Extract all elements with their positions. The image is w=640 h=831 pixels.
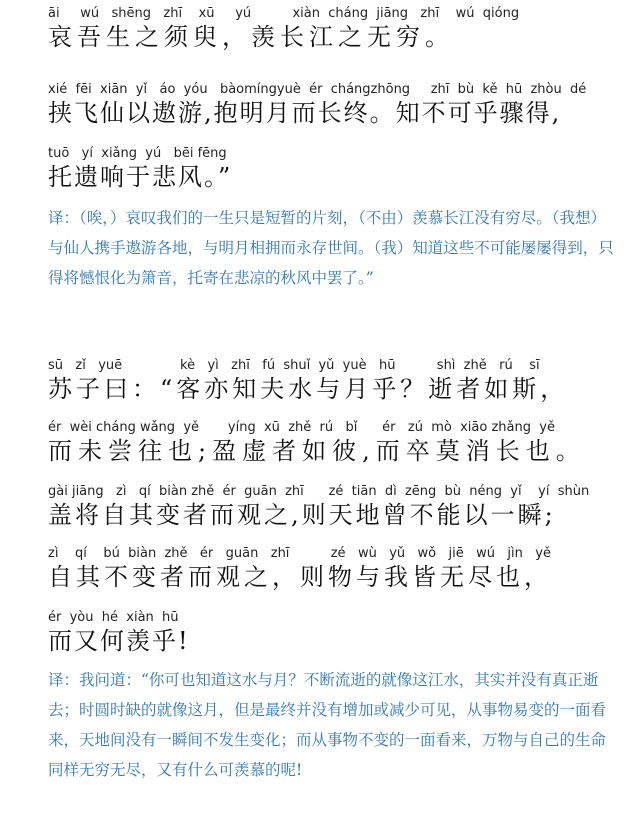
pinyin-line: gài jiāng zì qí biàn zhě ér guān zhī zé tiān dì zēng bù néng yǐ yí shùn: [48, 484, 590, 499]
pinyin-line: xié fēi xiān yǐ áo yóu bàomíngyuè ér chángzhōng zhī bù kě hū zhòu dé: [48, 82, 587, 97]
pinyin-line: āi wú shēng zhī xū yú xiàn cháng jiāng zhī wú qióng: [48, 6, 520, 21]
hanzi-line: 而未尝往也;盈虚者如彼,而卒莫消长也。: [48, 437, 586, 465]
pinyin-line: ér yòu hé xiàn hū: [48, 610, 179, 625]
hanzi-line: 苏子曰：“客亦知夫水与月乎？逝者如斯，: [48, 375, 569, 403]
passage2-line5: [48, 610, 618, 656]
passage1-line1: [48, 6, 618, 52]
hanzi-line: 挟飞仙以遨游,抱明月而长终。知不可乎骤得,: [48, 99, 562, 127]
pinyin-line: tuō yí xiǎng yú bēi fēng: [48, 146, 227, 161]
hanzi-line: 盖将自其变者而观之,则天地曾不能以一瞬;: [48, 501, 556, 529]
hanzi-line: 自其不变者而观之，则物与我皆无尽也，: [48, 563, 552, 591]
passage1-line2: [48, 82, 618, 128]
hanzi-line: 托遗响于悲风。”: [48, 163, 233, 191]
hanzi-line: 而又何羡乎!: [48, 627, 190, 655]
passage2-line2: [48, 420, 618, 466]
passage2-line3: [48, 484, 618, 530]
passage1-line3: [48, 146, 618, 192]
pinyin-line: ér wèi cháng wǎng yě yíng xū zhě rú bǐ ér zú mò xiāo zhǎng yě: [48, 420, 555, 435]
translation-paragraph: 译：我问道：“你可也知道这水与月？不断流逝的就像这江水，其实并没有真正逝去；时圆时缺的就像这月，但是最终并没有增加或减少可见，从事物易变的一面看来，天地间没有一瞬间不发生变化；而从事物不变的一面看来，万物与自己的生命同样无穷无尽，又有什么可羡慕的呢!: [48, 671, 607, 779]
passage2-line4: [48, 546, 618, 592]
pinyin-line: zì qí bú biàn zhě ér guān zhī zé wù yǔ wǒ jiē wú jìn yě: [48, 546, 551, 561]
translation-paragraph: 译：（唉，）哀叹我们的一生只是短暂的片刻，（不由）羡慕长江没有穷尽。（我想）与仙人携手遨游各地，与明月相拥而永存世间。（我）知道这些不可能屡屡得到，只得将憾恨化为箫音，托寄在悲凉的秋风中罢了。”: [48, 209, 614, 287]
passage2-line1: [48, 358, 618, 404]
pinyin-line: sū zǐ yuē kè yì zhī fú shuǐ yǔ yuè hū shì zhě rú sī: [48, 358, 540, 373]
hanzi-line: 哀吾生之须臾，羡长江之无穷。: [48, 23, 454, 51]
